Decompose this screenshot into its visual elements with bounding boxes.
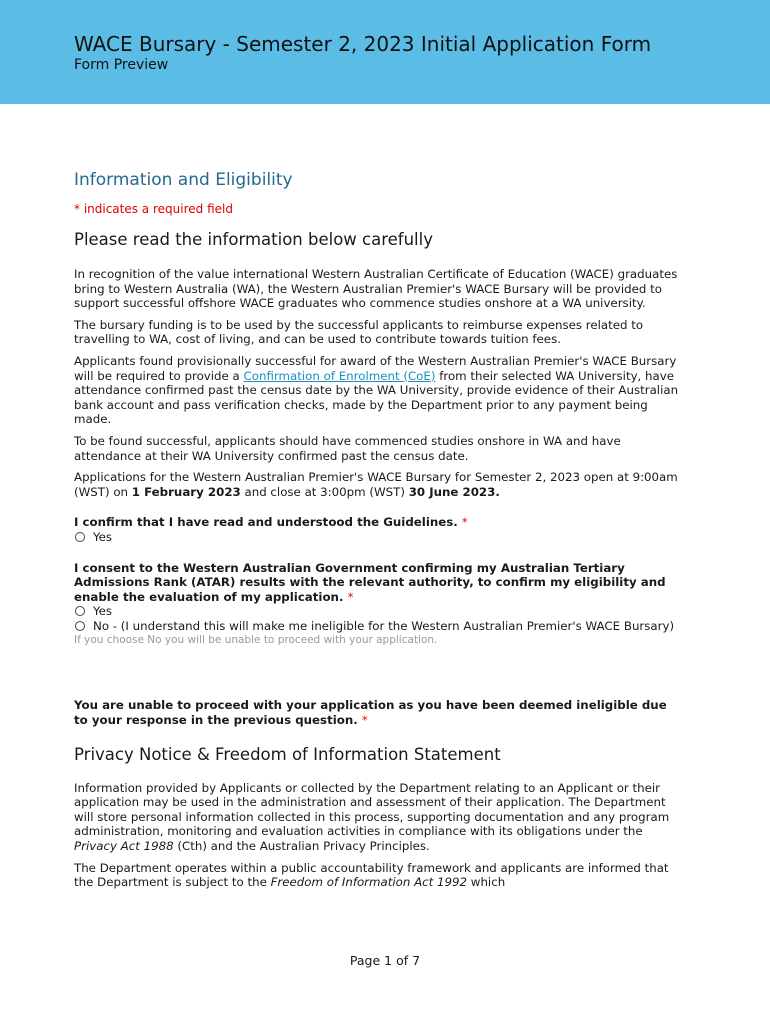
coe-link[interactable]: Confirmation of Enrolment (CoE) xyxy=(243,368,436,383)
radio-guidelines-yes[interactable]: Yes xyxy=(74,530,684,545)
required-star: * xyxy=(361,713,368,728)
form-subtitle: Form Preview xyxy=(74,57,169,73)
paragraph-foi: The Department operates within a public accountability framework and applicants are informed that the Department is subject to the Freedom of Information Act 1992 which xyxy=(74,860,669,890)
paragraph-funding: The bursary funding is to be used by the successful applicants to reimburse expenses related to travelling to WA, cost of living, and can be used to contribute towards tuition fees. xyxy=(74,317,644,347)
paragraph-privacy: Information provided by Applicants or collected by the Department relating to an Applicant or their application may be used in the administration and assessment of their application. The Department will store personal information collected in this process, supporting documentation and any program administration, monitoring and evaluation activities in compliance with its obligations under the Privacy Act 1988 (Cth) and the Australian Privacy Principles. xyxy=(74,780,670,854)
required-note: * indicates a required field xyxy=(74,202,233,216)
radio-button[interactable] xyxy=(75,621,85,631)
ineligible-notice: You are unable to proceed with your application as you have been deemed ineligible due to your response in the previous question. * xyxy=(74,698,667,728)
paragraph-success: To be found successful, applicants should have commenced studies onshore in WA and have attendance at their WA University confirmed past the census date. xyxy=(74,433,621,463)
form-content xyxy=(74,170,684,897)
paragraph-requirements: Applicants found provisionally successful for award of the Western Australian Premier's WACE Bursary will be required to provide a Confirmation of Enrolment (CoE) from their selected WA University, have attendance confirmed past the census date by the WA University, provide evidence of their Australian bank account and pass verification checks, made by the Department prior to any payment being made. xyxy=(74,353,679,427)
question-guidelines: I confirm that I have read and understood the Guidelines. * xyxy=(74,515,468,530)
radio-button[interactable] xyxy=(75,606,85,616)
radio-consent-no[interactable]: No - (I understand this will make me ineligible for the Western Australian Premier's WACE Bursary) xyxy=(74,619,684,634)
privacy-heading: Privacy Notice & Freedom of Information Statement xyxy=(74,744,501,764)
close-date: 30 June 2023. xyxy=(408,484,500,499)
paragraph-intro: In recognition of the value international Western Australian Certificate of Education (WACE) graduates bring to Western Australia (WA), the Western Australian Premier's WACE Bursary will be provided to support successful offshore WACE graduates who commence studies onshore at a WA university. xyxy=(74,267,678,311)
required-star: * xyxy=(461,515,468,530)
required-star: * xyxy=(347,589,354,604)
form-header xyxy=(0,0,770,104)
consent-hint: If you choose No you will be unable to proceed with your application. xyxy=(74,634,438,647)
open-date: 1 February 2023 xyxy=(131,484,241,499)
form-title: WACE Bursary - Semester 2, 2023 Initial Application Form xyxy=(74,32,652,56)
radio-consent-yes[interactable]: Yes xyxy=(74,604,684,619)
paragraph-dates: Applications for the Western Australian Premier's WACE Bursary for Semester 2, 2023 open at 9:00am (WST) on 1 February 2023 and close at 3:00pm (WST) 30 June 2023. xyxy=(74,470,678,499)
info-heading: Please read the information below carefully xyxy=(74,230,433,249)
page-number: Page 1 of 7 xyxy=(349,953,421,968)
section-title: Information and Eligibility xyxy=(74,170,293,190)
radio-button[interactable] xyxy=(75,532,85,542)
question-atar-consent: I consent to the Western Australian Government confirming my Australian Tertiary Admissions Rank (ATAR) results with the relevant authority, to confirm my eligibility and enable the evaluation of my application. * xyxy=(74,560,666,604)
